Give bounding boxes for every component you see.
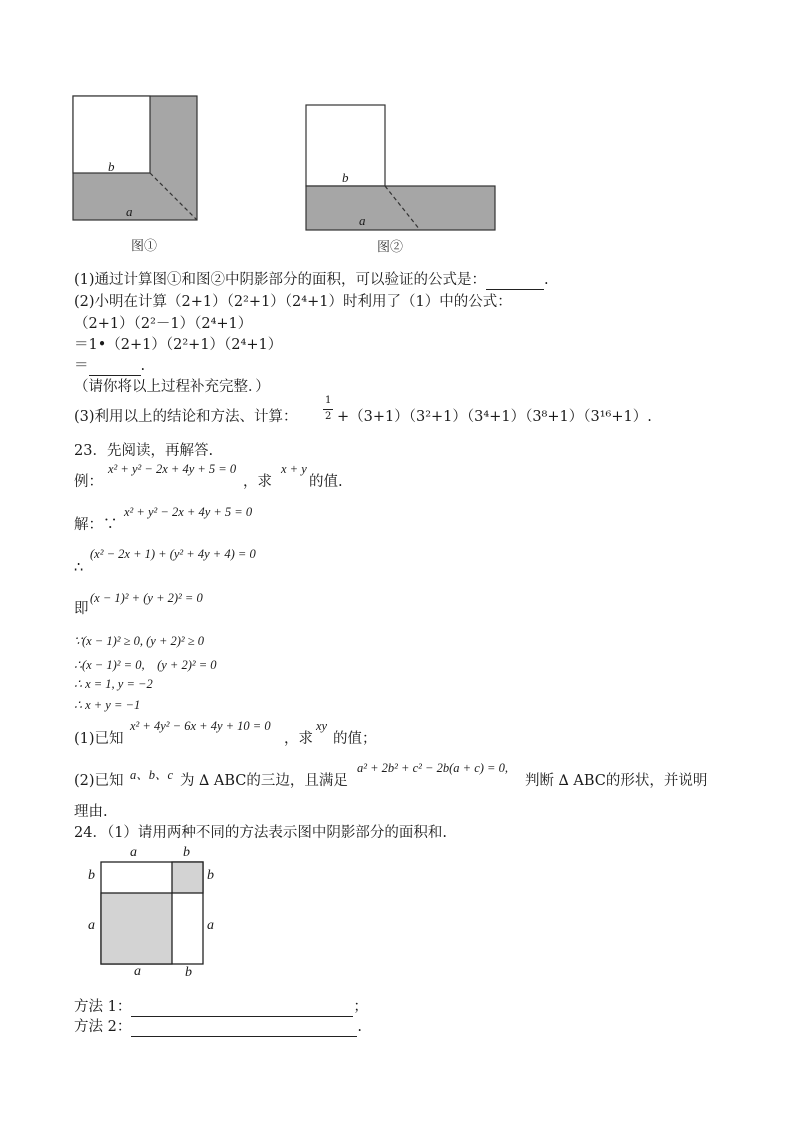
q24-label-top-a: a <box>130 845 137 860</box>
fig1-caption: 图① <box>131 239 158 254</box>
q23-example-prefix: 例： <box>74 474 103 490</box>
q22-line-c-blank[interactable] <box>89 360 141 376</box>
q24-shaded-small <box>172 862 203 893</box>
figure-1 <box>0 0 800 270</box>
fig1-label-a: a <box>126 204 133 219</box>
q22-part2: (2)小明在计算（2+1）（2²+1）（2⁴+1）时利用了（1）中的公式： <box>74 294 512 310</box>
q24-method1-end: ； <box>353 999 368 1015</box>
q22-note: （请你将以上过程补充完整．） <box>74 379 270 395</box>
q22-line-c-prefix: ＝ <box>74 358 89 374</box>
q22-part1-end: . <box>544 272 549 288</box>
q23-q2-end2: 理由. <box>74 804 108 820</box>
q23-q2-eq: a² + 2b² + c² − 2b(a + c) = 0, <box>357 761 508 775</box>
q24-method1-blank[interactable] <box>131 1001 353 1017</box>
q23-example-end: 的值. <box>309 474 343 490</box>
q23-solution-eq2: (x² − 2x + 1) + (y² + 4y + 4) = 0 <box>90 547 256 561</box>
q23-title: 23．先阅读，再解答. <box>74 443 214 459</box>
q24-label-right-a: a <box>207 918 214 933</box>
q22-part3-frac-den: 2 <box>325 411 332 422</box>
q24-outer-square <box>101 862 203 964</box>
fig2-caption: 图② <box>377 240 404 255</box>
q24-method2-label: 方法 2： <box>74 1019 132 1035</box>
q24-label-bottom-a: a <box>134 964 141 979</box>
q22-line-a: （2+1）（2²－1）（2⁴+1） <box>74 316 253 332</box>
q23-solution-prefix: 解：∵ <box>74 517 118 533</box>
q22-line-b: ＝1•（2+1）（2²+1）（2⁴+1） <box>74 337 283 353</box>
q22-line-c <box>74 356 145 376</box>
q24-label-top-b: b <box>183 845 190 860</box>
fig2-shaded-rect <box>306 186 495 230</box>
q22-part1-text: (1)通过计算图①和图②中阴影部分的面积，可以验证的公式是： <box>74 272 487 288</box>
q23-q1-prefix: (1)已知 <box>74 731 124 747</box>
q22-part3-frac-num: 1 <box>325 395 332 406</box>
q23-q2-vars: a、b、c <box>130 768 174 782</box>
q22-part3-frac-bar <box>323 409 333 410</box>
q23-example-target: x + y <box>281 462 307 476</box>
q24-method2-blank[interactable] <box>131 1021 357 1037</box>
q24-label-bottom-b: b <box>185 965 192 980</box>
q23-step1: ∵(x − 1)² ≥ 0, (y + 2)² ≥ 0 <box>74 634 205 648</box>
q24-method2-end: . <box>357 1019 362 1035</box>
q23-example-eq: x² + y² − 2x + 4y + 5 = 0 <box>108 462 237 476</box>
q23-solution-eq3: (x − 1)² + (y + 2)² = 0 <box>90 591 203 605</box>
fig2-label-a: a <box>359 213 366 228</box>
q23-ji: 即 <box>74 601 89 617</box>
q24-label-left-b: b <box>88 868 95 883</box>
q22-part1-blank[interactable] <box>486 274 544 290</box>
q23-solution-eq1: x² + y² − 2x + 4y + 5 = 0 <box>124 505 253 519</box>
q24-title: 24．（1）请用两种不同的方法表示图中阴影部分的面积和. <box>74 825 448 841</box>
q24-method1 <box>74 997 368 1017</box>
q22-part3-rest: +（3+1）（3²+1）（3⁴+1）（3⁸+1）（3¹⁶+1）. <box>337 409 652 425</box>
q23-q1-mid: ，求 <box>284 731 313 747</box>
q24-method1-label: 方法 1： <box>74 999 132 1015</box>
q24-method2 <box>74 1017 362 1037</box>
q24-label-left-a: a <box>88 918 95 933</box>
q24-shaded-large <box>101 893 172 964</box>
q23-q2-mid: 为 ∆ ABC的三边，且满足 <box>180 773 348 789</box>
q23-example-mid: ，求 <box>243 474 272 490</box>
fig1-label-b: b <box>108 159 115 174</box>
q22-line-c-end: . <box>140 358 146 374</box>
q22-part3-prefix: (3)利用以上的结论和方法、计算： <box>74 409 298 425</box>
q23-step2: ∴(x − 1)² = 0, (y + 2)² = 0 <box>74 658 217 672</box>
q22-part1 <box>74 270 549 290</box>
q23-q1-eq: x² + 4y² − 6x + 4y + 10 = 0 <box>130 719 271 733</box>
q23-q2-end: 判断 ∆ ABC的形状，并说明 <box>525 773 708 789</box>
q23-q1-target: xy <box>316 719 328 733</box>
q24-label-right-b: b <box>207 868 214 883</box>
q23-therefore: ∴ <box>74 560 84 576</box>
q23-q1-end: 的值； <box>333 731 377 747</box>
q23-step4: ∴ x + y = −1 <box>74 698 141 712</box>
fig2-label-b: b <box>342 170 349 185</box>
q23-step3: ∴ x = 1, y = −2 <box>74 677 153 691</box>
q23-q2-prefix: (2)已知 <box>74 773 124 789</box>
